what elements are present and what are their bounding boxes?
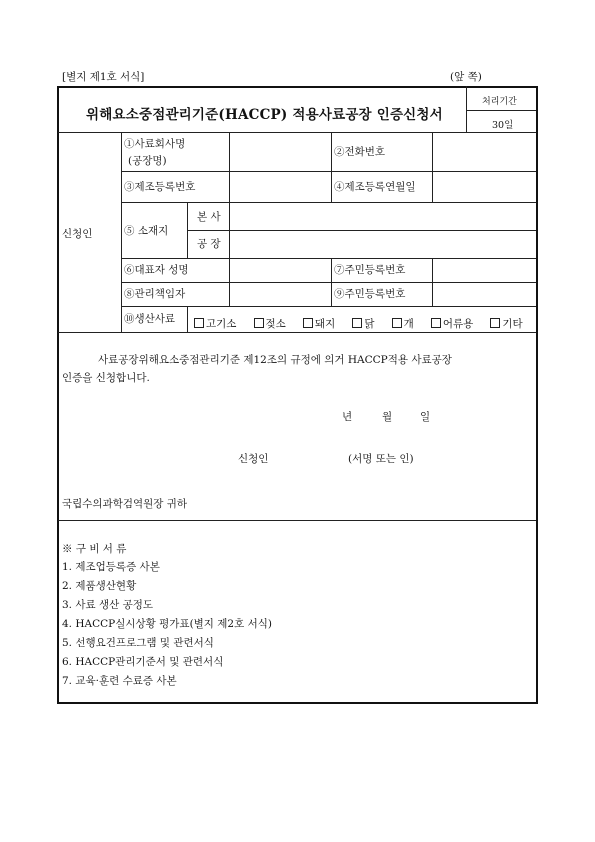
- factory-label: 공 장: [197, 238, 221, 250]
- checkbox-icon[interactable]: [303, 318, 313, 328]
- document-item: 6. HACCP관리기준서 및 관련서식: [62, 656, 224, 668]
- phone-label: ②전화번호: [334, 146, 386, 158]
- addressee: 국립수의과학검역원장 귀하: [62, 498, 188, 510]
- company-name-label: ①사료회사명: [124, 138, 186, 150]
- processing-period-label: 처리기간: [482, 97, 517, 107]
- checkbox-icon[interactable]: [490, 318, 500, 328]
- document-item: 2. 제품생산현황: [62, 580, 137, 592]
- representative-name-field[interactable]: [230, 259, 330, 281]
- document-item: 1. 제조업등록증 사본: [62, 561, 160, 573]
- document-item: 5. 선행요건프로그램 및 관련서식: [62, 637, 214, 649]
- processing-period-value: 30일: [492, 120, 514, 131]
- headquarters-label: 본 사: [197, 211, 221, 223]
- document-item: 3. 사료 생산 공정도: [62, 599, 154, 611]
- phone-field[interactable]: [433, 133, 535, 170]
- products-label: ⑩생산사료: [124, 313, 176, 325]
- form-number-label: [별지 제1호 서식]: [62, 71, 145, 83]
- mfg-reg-number-label: ③제조등록번호: [124, 181, 196, 193]
- document-item: 4. HACCP실시상황 평가표(별지 제2호 서식): [62, 618, 272, 630]
- company-name-field[interactable]: [230, 133, 330, 170]
- checkbox-icon[interactable]: [254, 318, 264, 328]
- checkbox-icon[interactable]: [431, 318, 441, 328]
- product-option-dairy[interactable]: 젖소: [254, 316, 286, 331]
- manager-id-field[interactable]: [433, 283, 535, 305]
- product-option-pig[interactable]: 돼지: [303, 316, 335, 331]
- documents-heading: ※ 구 비 서 류: [62, 543, 127, 555]
- signer-label: 신청인: [238, 453, 269, 465]
- product-option-fish[interactable]: 어류용: [431, 316, 473, 331]
- date-year-label: 년: [342, 411, 353, 423]
- statement-line-1: 사료공장위해요소중점관리기준 제12조의 규정에 의거 HACCP적용 사료공장: [98, 354, 452, 366]
- product-option-dog[interactable]: 개: [392, 316, 414, 331]
- checkbox-icon[interactable]: [352, 318, 362, 328]
- factory-address-field[interactable]: [230, 231, 535, 257]
- mfg-reg-date-field[interactable]: [433, 172, 535, 201]
- checkbox-icon[interactable]: [392, 318, 402, 328]
- company-name-sublabel: (공장명): [128, 155, 167, 167]
- location-label: ⑤ 소재지: [124, 225, 169, 237]
- headquarters-address-field[interactable]: [230, 203, 535, 229]
- applicant-section-label: 신청인: [62, 228, 93, 240]
- representative-name-label: ⑥대표자 성명: [124, 264, 189, 276]
- representative-id-label: ⑦주민등록번호: [334, 264, 406, 276]
- date-month-label: 월: [382, 411, 393, 423]
- product-option-chicken[interactable]: 닭: [352, 316, 374, 331]
- page-side-label: (앞 쪽): [450, 71, 482, 83]
- document-item: 7. 교육·훈련 수료증 사본: [62, 675, 177, 687]
- statement-line-2: 인증을 신청합니다.: [62, 372, 150, 384]
- products-checkbox-group: [194, 313, 523, 332]
- date-day-label: 일: [420, 411, 431, 423]
- form-title: 위해요소중점관리기준(HACCP) 적용사료공장 인증신청서: [86, 107, 443, 123]
- mfg-reg-number-field[interactable]: [230, 172, 330, 201]
- product-option-other[interactable]: 기타: [490, 316, 522, 331]
- representative-id-field[interactable]: [433, 259, 535, 281]
- mfg-reg-date-label: ④제조등록연월일: [334, 181, 416, 193]
- signature-hint: (서명 또는 인): [348, 453, 414, 465]
- checkbox-icon[interactable]: [194, 318, 204, 328]
- manager-name-field[interactable]: [230, 283, 330, 305]
- product-option-beef[interactable]: 고기소: [194, 316, 236, 331]
- manager-id-label: ⑨주민등록번호: [334, 288, 406, 300]
- manager-label: ⑧관리책임자: [124, 288, 186, 300]
